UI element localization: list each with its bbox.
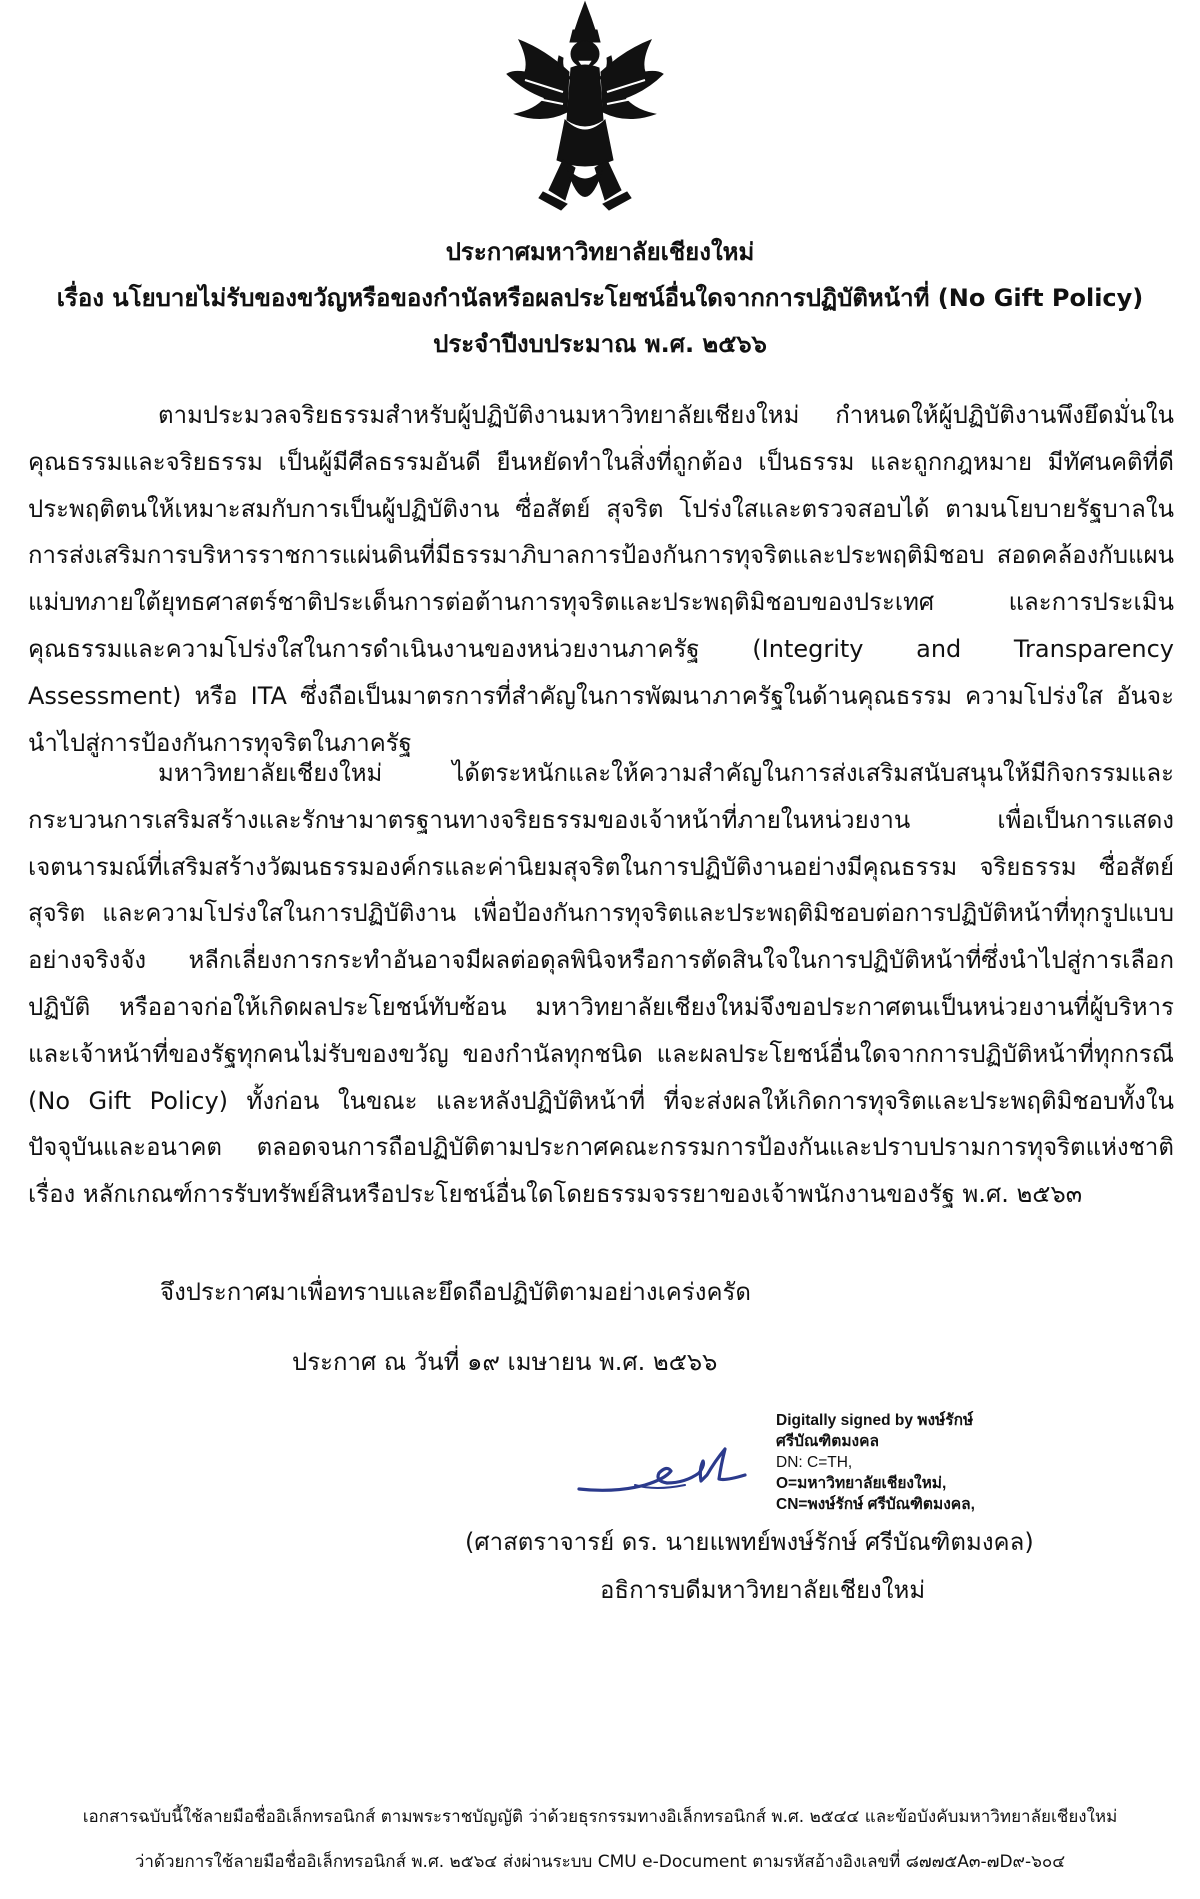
- digital-signature-line: Digitally signed by พงษ์รักษ์: [776, 1412, 974, 1429]
- body-paragraph-2: มหาวิทยาลัยเชียงใหม่ ได้ตระหนักและให้ความสำคัญในการส่งเสริมสนับสนุนให้มีกิจกรรมและกระบวนการเสริมสร้างและรักษามาตรฐานทางจริยธรรมของเจ้าหน้าที่ภายในหน่วยงาน เพื่อเป็นการแสดงเจตนารมณ์ที่เสริมสร้างวัฒนธรรมองค์กรและค่านิยมสุจริตในการปฏิบัติงานอย่างมีคุณธรรม จริยธรรม ซื่อสัตย์ สุจริต และความโปร่งใสในการปฏิบัติงาน เพื่อป้องกันการทุจริตและประพฤติมิชอบต่อการปฏิบัติหน้าที่ทุกรูปแบบอย่างจริงจัง หลีกเลี่ยงการกระทำอันอาจมีผลต่อดุลพินิจหรือการตัดสินใจในการปฏิบัติหน้าที่ซึ่งนำไปสู่การเลือกปฏิบัติ หรืออาจก่อให้เกิดผลประโยชน์ทับซ้อน มหาวิทยาลัยเชียงใหม่จึงขอประกาศตนเป็นหน่วยงานที่ผู้บริหาร และเจ้าหน้าที่ของรัฐทุกคนไม่รับของขวัญ ของกำนัลทุกชนิด และผลประโยชน์อื่นใดจากการปฏิบัติหน้าที่ทุกกรณี (No Gift Policy) ทั้งก่อน ในขณะ และหลังปฏิบัติหน้าที่ ที่จะส่งผลให้เกิดการทุจริตและประพฤติมิชอบทั้งในปัจจุบันและอนาคต ตลอดจนการถือปฏิบัติตามประกาศคณะกรรมการป้องกันและปราบปรามการทุจริตแห่งชาติ เรื่อง หลักเกณฑ์การรับทรัพย์สินหรือประโยชน์อื่นใดโดยธรรมจรรยาของเจ้าพนักงานของรัฐ พ.ศ. ๒๕๖๓: [28, 759, 1174, 1209]
- announcement-subject: เรื่อง นโยบายไม่รับของขวัญหรือของกำนัลหรือผลประโยชน์อื่นใดจากการปฏิบัติหน้าที่ (No Gift Policy): [56, 284, 1144, 312]
- body-paragraph-1: ตามประมวลจริยธรรมสำหรับผู้ปฏิบัติงานมหาวิทยาลัยเชียงใหม่ กำหนดให้ผู้ปฏิบัติงานพึงยึดมั่นในคุณธรรมและจริยธรรม เป็นผู้มีศีลธรรมอันดี ยืนหยัดทำในสิ่งที่ถูกต้อง เป็นธรรม และถูกกฎหมาย มีทัศนคติที่ดี ประพฤติตนให้เหมาะสมกับการเป็นผู้ปฏิบัติงาน ซื่อสัตย์ สุจริต โปร่งใสและตรวจสอบได้ ตามนโยบายรัฐบาลในการส่งเสริมการบริหารราชการแผ่นดินที่มีธรรมาภิบาลการป้องกันการทุจริตและประพฤติมิชอบ สอดคล้องกับแผนแม่บทภายใต้ยุทธศาสตร์ชาติประเด็นการต่อต้านการทุจริตและประพฤติมิชอบของประเทศ และการประเมินคุณธรรมและความโปร่งใสในการดำเนินงานของหน่วยงานภาครัฐ (Integrity and Transparency Assessment) หรือ ITA ซึ่งถือเป็นมาตรการที่สำคัญในการพัฒนาภาครัฐในด้านคุณธรรม ความโปร่งใส อันจะนำไปสู่การป้องกันการทุจริตในภาครัฐ: [28, 401, 1174, 757]
- footer-note-line-2: ว่าด้วยการใช้ลายมือชื่ออิเล็กทรอนิกส์ พ.ศ. ๒๕๖๔ ส่งผ่านระบบ CMU e-Document ตามรหัสอ้างอิงเลขที่ ๘๗๗๕A๓-๗D๙-๖๐๔: [134, 1852, 1066, 1872]
- garuda-emblem-icon: [505, 0, 665, 225]
- digital-signature-line: O=มหาวิทยาลัยเชียงใหม่,: [776, 1475, 947, 1492]
- closing-statement: จึงประกาศมาเพื่อทราบและยึดถือปฏิบัติตามอย่างเคร่งครัด: [160, 1278, 751, 1306]
- footer-note-line-1: เอกสารฉบับนี้ใช้ลายมือชื่ออิเล็กทรอนิกส์ ตามพระราชบัญญัติ ว่าด้วยธุรกรรมทางอิเล็กทรอนิกส์ พ.ศ. ๒๕๔๔ และข้อบังคับมหาวิทยาลัยเชียงใหม่: [82, 1807, 1118, 1827]
- announcement-date: ประกาศ ณ วันที่ ๑๙ เมษายน พ.ศ. ๒๕๖๖: [292, 1348, 718, 1376]
- fiscal-year-line: ประจำปีงบประมาณ พ.ศ. ๒๕๖๖: [433, 330, 767, 358]
- digital-signature-block: [776, 1410, 975, 1515]
- digital-signature-line: ศรีบัณฑิตมงคล: [776, 1433, 879, 1450]
- signer-name: (ศาสตราจารย์ ดร. นายแพทย์พงษ์รักษ์ ศรีบัณฑิตมงคล): [465, 1528, 1034, 1556]
- announcement-title: ประกาศมหาวิทยาลัยเชียงใหม่: [445, 238, 755, 266]
- digital-signature-line: CN=พงษ์รักษ์ ศรีบัณฑิตมงคล,: [776, 1496, 975, 1513]
- signer-position: อธิการบดีมหาวิทยาลัยเชียงใหม่: [600, 1576, 926, 1604]
- handwritten-signature: [575, 1435, 755, 1505]
- digital-signature-line: DN: C=TH,: [776, 1454, 853, 1471]
